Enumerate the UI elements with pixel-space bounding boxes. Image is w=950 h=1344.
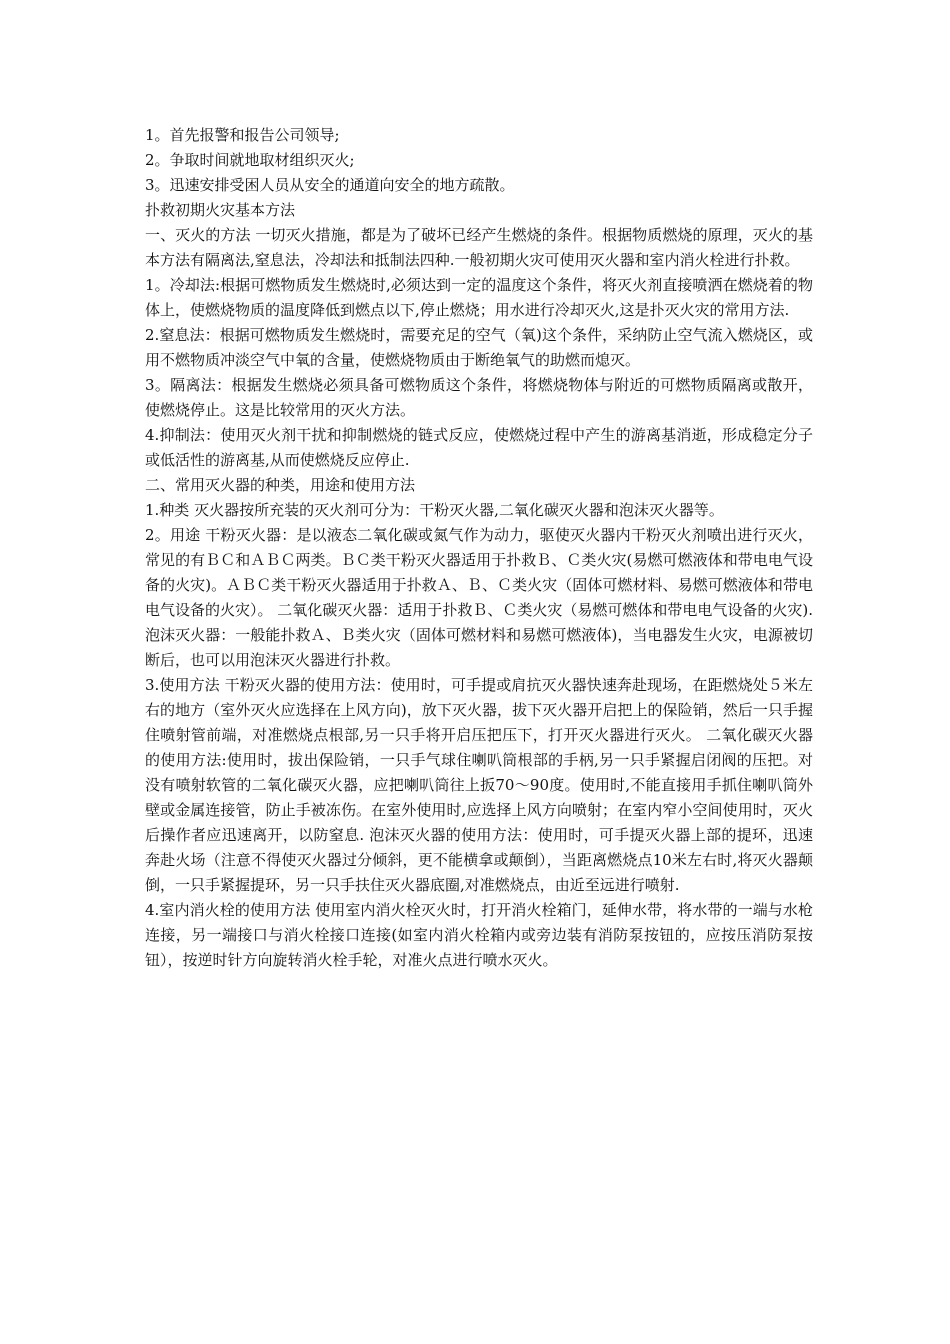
paragraph-inhibition-method: 4.抑制法：使用灭火剂干扰和抑制燃烧的链式反应，使燃烧过程中产生的游离基消逝，形成稳定分子或低活性的游离基,从而使燃烧反应停止.: [145, 426, 813, 469]
paragraph-extinguishing-methods: 一、灭火的方法 一切灭火措施，都是为了破坏已经产生燃烧的条件。根据物质燃烧的原理，灭火的基本方法有隔离法,窒息法，冷却法和抵制法四种.一般初期火灾可使用灭火器和室内消火栓进行扑救。: [145, 226, 813, 269]
paragraph-isolation-method: 3。隔离法：根据发生燃烧必须具备可燃物质这个条件，将燃烧物体与附近的可燃物质隔离或散开，使燃烧停止。这是比较常用的灭火方法。: [145, 376, 813, 419]
paragraph-cooling-method: 1。冷却法:根据可燃物质发生燃烧时,必须达到一定的温度这个条件，将灭火剂直接喷洒在燃烧着的物体上，使燃烧物质的温度降低到燃点以下,停止燃烧；用水进行冷却灭火,这是扑灭火灾的常用方法.: [145, 276, 813, 319]
paragraph-extinguisher-uses: 2。用途 干粉灭火器：是以液态二氧化碳或氮气作为动力，驱使灭火器内干粉灭火剂喷出进行灭火，常见的有ＢＣ和ＡＢＣ两类。ＢＣ类干粉灭火器适用于扑救Ｂ、Ｃ类火灾(易燃可燃液体和带电电气设备的火灾)。ＡＢＣ类干粉灭火器适用于扑救Ａ、Ｂ、Ｃ类火灾（固体可燃材料、易燃可燃液体和带电电气设备的火灾）。 二氧化碳灭火器：适用于扑救Ｂ、Ｃ类火灾（易燃可燃体和带电电气设备的火灾). 泡沫灭火器：一般能扑救Ａ、Ｂ类火灾（固体可燃材料和易燃可燃液体)，当电器发生火灾，电源被切断后，也可以用泡沫灭火器进行扑救。: [145, 526, 813, 669]
paragraph-step-3: 3。迅速安排受困人员从安全的通道向安全的地方疏散。: [145, 176, 515, 194]
paragraph-usage-methods: 3.使用方法 干粉灭火器的使用方法：使用时，可手提或肩抗灭火器快速奔赴现场，在距燃烧处５米左右的地方（室外灭火应选择在上风方向)，放下灭火器，拔下灭火器开启把上的保险销，然后一只手握住喷射管前端，对准燃烧点根部,另一只手将开启压把压下，打开灭火器进行灭火。 二氧化碳灭火器的使用方法:使用时，拔出保险销，一只手气球住喇叭筒根部的手柄,另一只手紧握启闭阀的压把。对没有喷射软管的二氧化碳灭火器，应把喇叭筒往上扳70～90度。使用时,不能直接用手抓住喇叭筒外壁或金属连接管，防止手被冻伤。在室外使用时,应选择上风方向喷射；在室内窄小空间使用时，灭火后操作者应迅速离开，以防窒息. 泡沫灭火器的使用方法：使用时，可手提灭火器上部的提环，迅速奔赴火场（注意不得使灭火器过分倾斜，更不能横拿或颠倒），当距离燃烧点10米左右时,将灭火器颠倒，一只手紧握提环，另一只手扶住灭火器底圈,对准燃烧点，由近至远进行喷射.: [145, 676, 813, 894]
paragraph-step-2: 2。争取时间就地取材组织灭火;: [145, 151, 355, 169]
paragraph-smothering-method: 2.窒息法：根据可燃物质发生燃烧时，需要充足的空气（氧)这个条件，采纳防止空气流入燃烧区，或用不燃物质冲淡空气中氧的含量，使燃烧物质由于断绝氧气的助燃而熄灭。: [145, 326, 813, 369]
section-heading-extinguishers: 二、常用灭火器的种类，用途和使用方法: [145, 476, 416, 494]
paragraph-extinguisher-types: 1.种类 灭火器按所充装的灭火剂可分为：干粉灭火器,二氧化碳灭火器和泡沫灭火器等。: [145, 501, 724, 519]
document-body: [145, 123, 813, 973]
section-heading-basic-methods: 扑救初期火灾基本方法: [145, 201, 296, 219]
paragraph-step-1: 1。首先报警和报告公司领导;: [145, 126, 340, 144]
paragraph-hydrant-usage: 4.室内消火栓的使用方法 使用室内消火栓灭火时，打开消火栓箱门，延伸水带，将水带的一端与水枪连接，另一端接口与消火栓接口连接(如室内消火栓箱内或旁边装有消防泵按钮的，应按压消防泵按钮），按逆时针方向旋转消火栓手轮，对准火点进行喷水灭火。: [145, 901, 813, 969]
